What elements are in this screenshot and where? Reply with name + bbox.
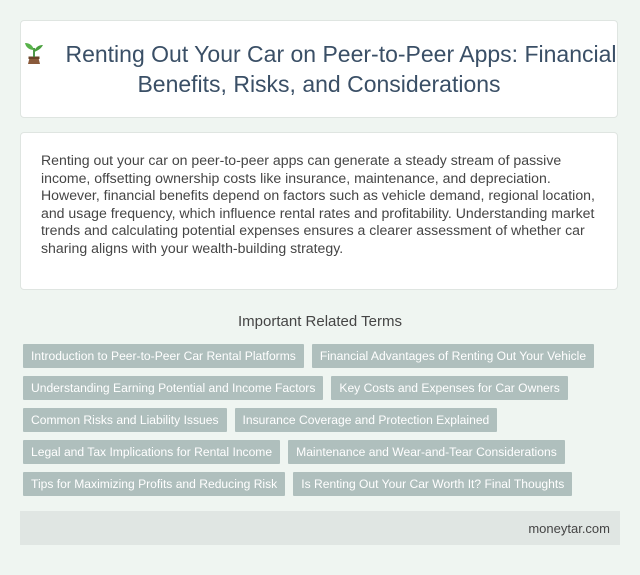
page-title [21, 39, 617, 99]
term-tag-tips-maximizing-profits[interactable]: Tips for Maximizing Profits and Reducing Risk [23, 472, 285, 496]
term-tag-key-costs[interactable]: Key Costs and Expenses for Car Owners [331, 376, 567, 400]
footer [20, 511, 620, 545]
term-tag-maintenance[interactable]: Maintenance and Wear-and-Tear Considerations [288, 440, 565, 464]
summary-text: Renting out your car on peer-to-peer apps can generate a steady stream of passive income, offsetting ownership costs like insurance, maintenance, and depreciation. However, financial benefits depend on factors such as vehicle demand, regional location, and usage frequency, which influence rental rates and profitability. Understanding market trends and calculating potential expenses ensures a clearer assessment of whether car sharing aligns with your wealth-building strategy. [41, 152, 595, 256]
page-title-text: Renting Out Your Car on Peer-to-Peer Apps: Financial Benefits, Risks, and Considerations [65, 41, 617, 97]
term-tag-legal-tax[interactable]: Legal and Tax Implications for Rental Income [23, 440, 280, 464]
term-tag-common-risks[interactable]: Common Risks and Liability Issues [23, 408, 227, 432]
term-tag-intro-p2p-platforms[interactable]: Introduction to Peer-to-Peer Car Rental Platforms [23, 344, 304, 368]
related-terms-heading: Important Related Terms [238, 313, 402, 330]
title-card [20, 20, 618, 118]
term-tag-financial-advantages[interactable]: Financial Advantages of Renting Out Your Vehicle [312, 344, 594, 368]
footer-brand: moneytar.com [528, 520, 610, 536]
related-terms-list [23, 344, 613, 504]
term-tag-earning-potential[interactable]: Understanding Earning Potential and Income Factors [23, 376, 323, 400]
summary-card [20, 132, 618, 290]
term-tag-worth-it[interactable]: Is Renting Out Your Car Worth It? Final Thoughts [293, 472, 572, 496]
sprout-icon [21, 40, 47, 66]
term-tag-insurance-coverage[interactable]: Insurance Coverage and Protection Explained [235, 408, 498, 432]
